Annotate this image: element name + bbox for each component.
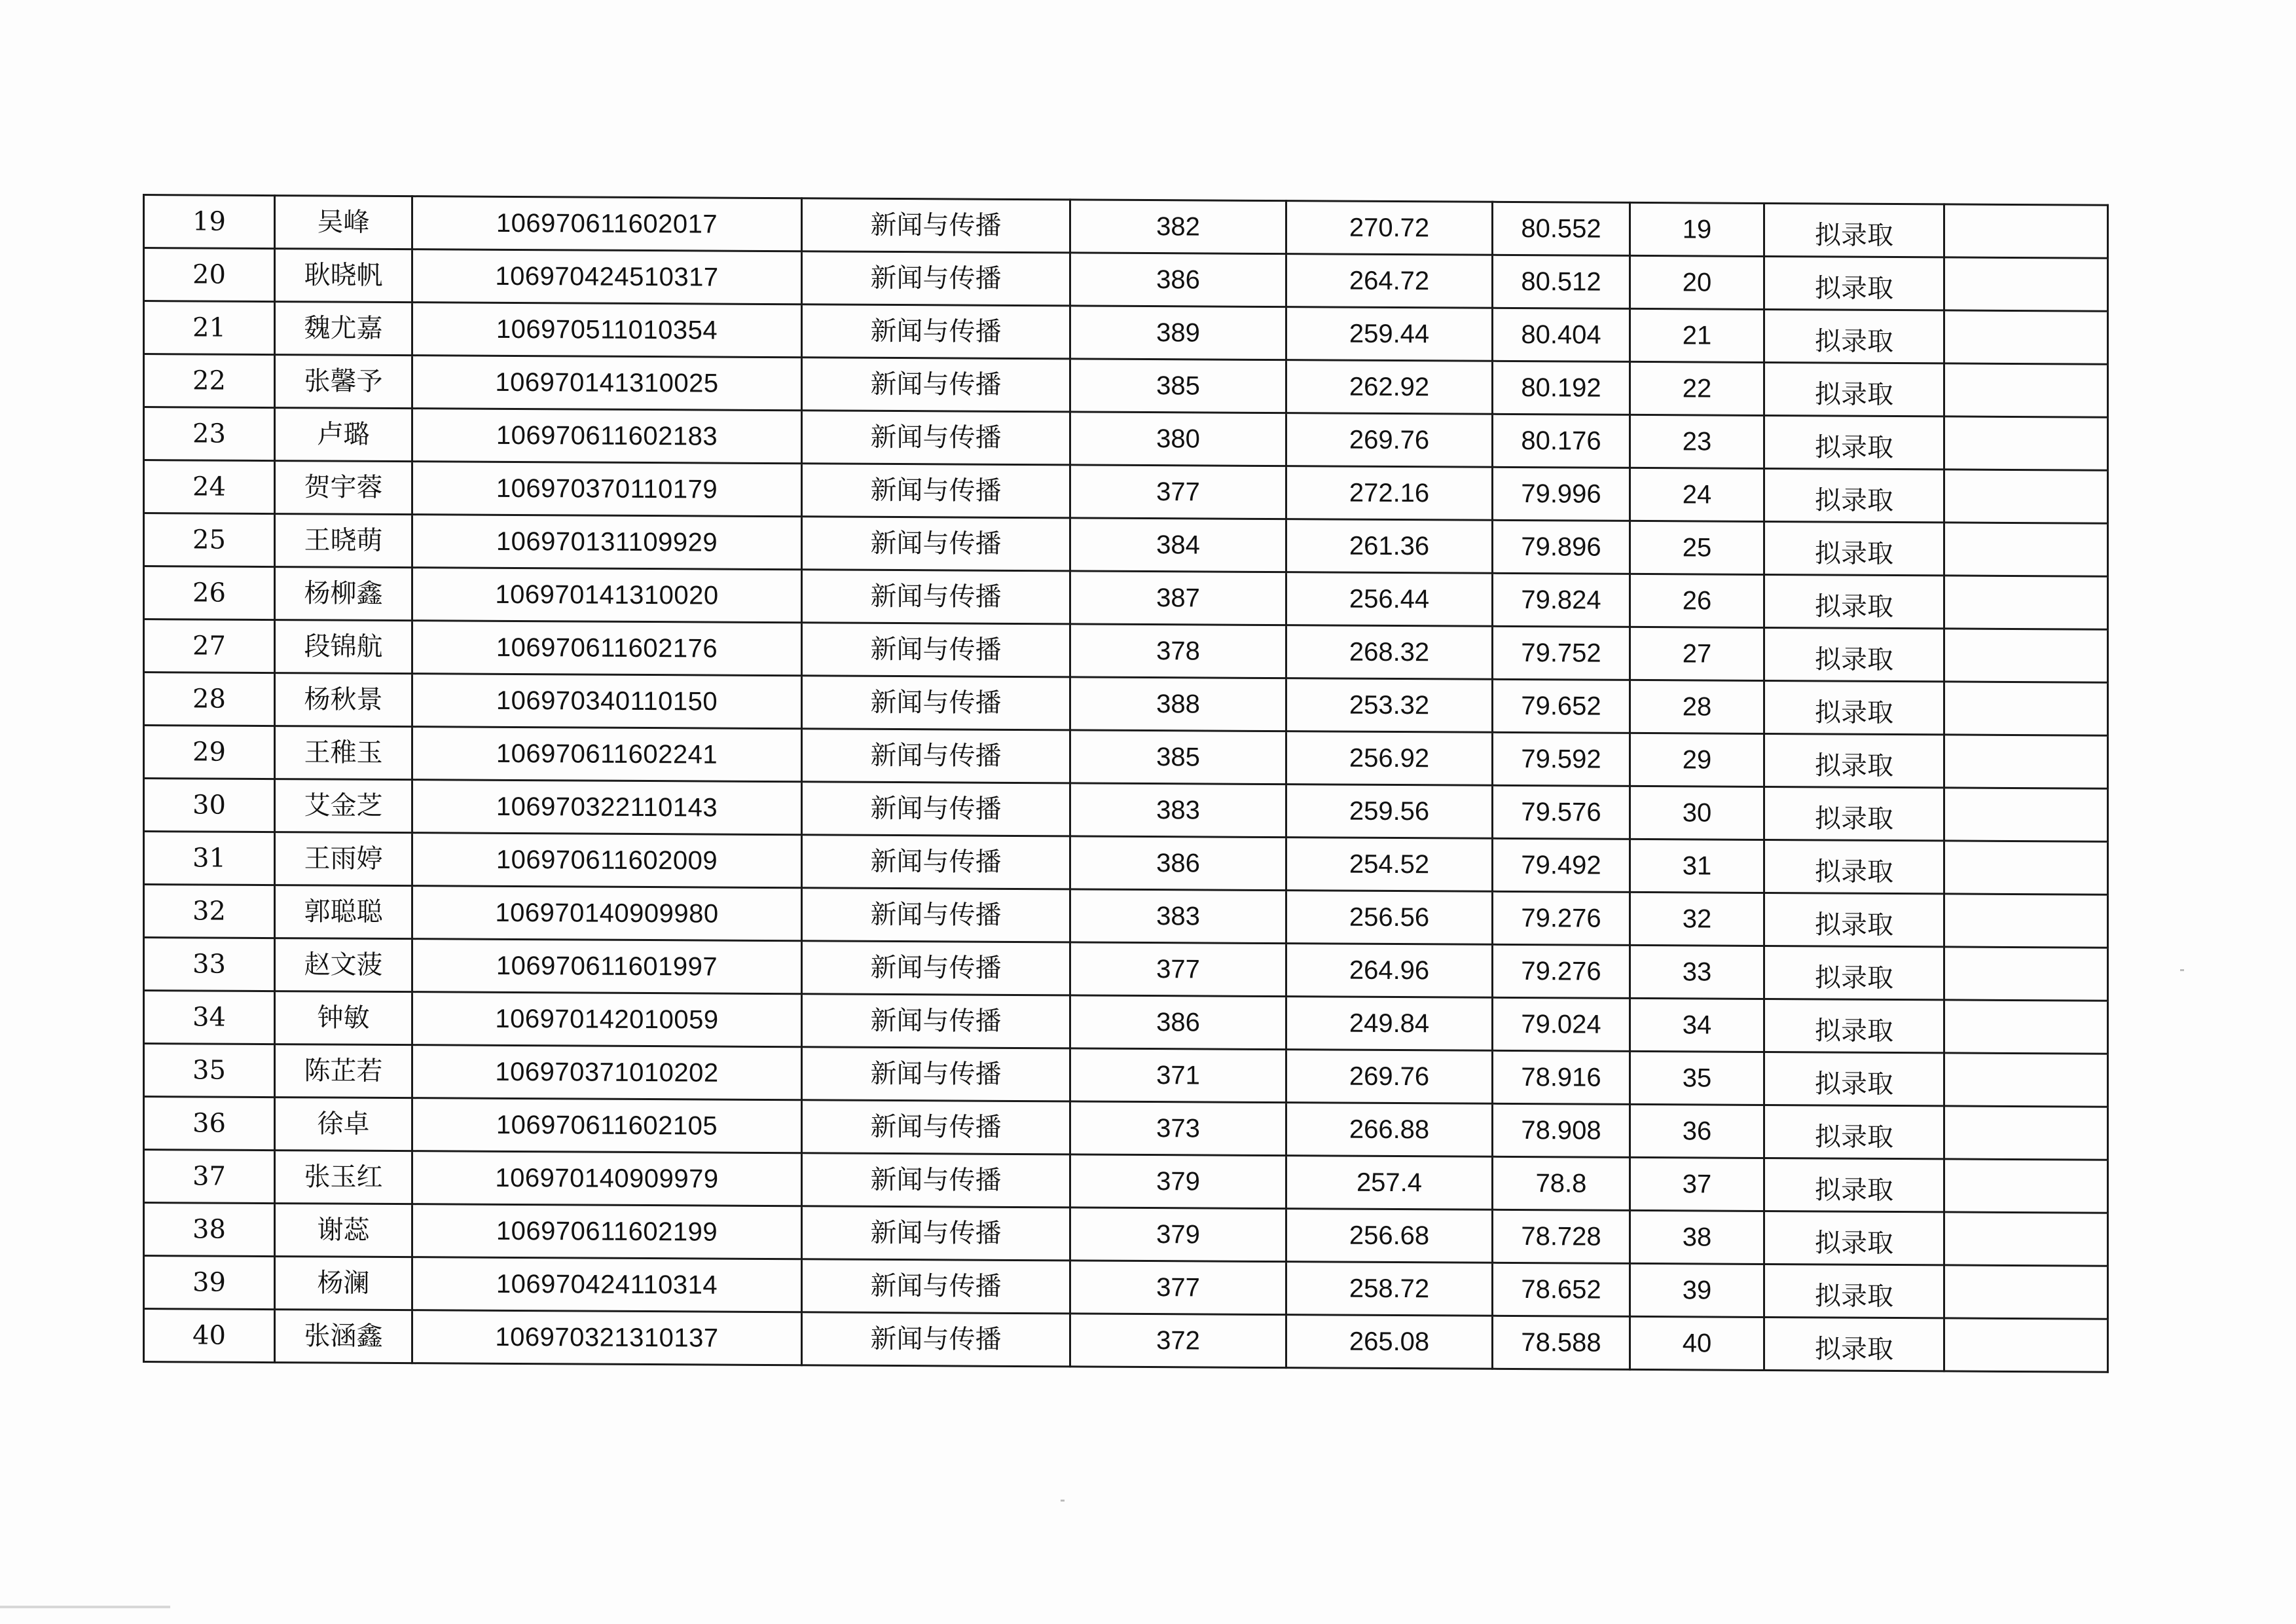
total-score: 79.752	[1493, 626, 1630, 680]
retest-score: 256.44	[1286, 572, 1493, 627]
admission-status-text: 拟录取	[1815, 963, 1893, 994]
note-cell	[1944, 470, 2108, 523]
total-score: 79.576	[1493, 785, 1630, 839]
initial-score: 385	[1070, 730, 1286, 784]
admission-status	[1764, 786, 1944, 840]
table-row	[144, 938, 2108, 1001]
total-score: 78.728	[1493, 1209, 1630, 1263]
candidate-name: 陈芷若	[275, 1044, 412, 1098]
admission-status-text: 拟录取	[1815, 1334, 1893, 1365]
retest-score: 272.16	[1286, 466, 1493, 521]
admission-status	[1764, 1052, 1944, 1105]
major-name: 新闻与传播	[802, 517, 1070, 571]
note-cell	[1944, 1159, 2108, 1213]
initial-score: 385	[1070, 359, 1286, 413]
note-cell	[1944, 523, 2108, 576]
retest-score: 256.92	[1286, 731, 1493, 786]
table-row	[144, 301, 2108, 365]
admission-status-text: 拟录取	[1815, 379, 1893, 411]
table-row	[144, 726, 2108, 789]
total-score: 78.8	[1493, 1156, 1630, 1210]
exam-id: 106970141310020	[412, 568, 802, 623]
total-score: 79.652	[1493, 679, 1630, 733]
admission-status-text: 拟录取	[1815, 1175, 1893, 1206]
admission-status-text: 拟录取	[1815, 857, 1893, 888]
exam-id: 106970424510317	[412, 249, 802, 304]
candidate-name: 王雨婷	[275, 832, 412, 886]
table-row	[144, 407, 2108, 471]
table-row	[144, 1150, 2108, 1213]
rank: 35	[1630, 1051, 1764, 1105]
major-name: 新闻与传播	[802, 782, 1070, 836]
exam-id: 106970140909979	[412, 1151, 802, 1206]
initial-score: 388	[1070, 677, 1286, 731]
retest-score: 266.88	[1286, 1103, 1493, 1157]
admission-status	[1764, 362, 1944, 416]
major-name: 新闻与传播	[802, 304, 1070, 359]
admission-status	[1764, 680, 1944, 734]
initial-score: 389	[1070, 306, 1286, 360]
admission-table-container	[143, 194, 2107, 1363]
table-row	[144, 513, 2108, 577]
row-number: 26	[144, 566, 275, 620]
retest-score: 268.32	[1286, 625, 1493, 680]
candidate-name: 张馨予	[275, 355, 412, 409]
major-name: 新闻与传播	[802, 623, 1070, 677]
scan-edge-line	[0, 1606, 170, 1608]
table-row	[144, 566, 2108, 630]
initial-score: 378	[1070, 624, 1286, 678]
table-row	[144, 619, 2108, 683]
exam-id: 106970140909980	[412, 886, 802, 941]
row-number: 30	[144, 779, 275, 832]
admission-status	[1764, 521, 1944, 575]
retest-score: 265.08	[1286, 1315, 1493, 1369]
total-score: 78.908	[1493, 1103, 1630, 1157]
retest-score: 269.76	[1286, 1050, 1493, 1104]
exam-id: 106970371010202	[412, 1045, 802, 1100]
candidate-name: 赵文菠	[275, 938, 412, 992]
candidate-name: 杨秋景	[275, 673, 412, 727]
note-cell	[1944, 947, 2108, 1001]
candidate-name: 钟敏	[275, 991, 412, 1045]
rank: 20	[1630, 255, 1764, 309]
rank: 24	[1630, 468, 1764, 521]
candidate-name: 徐卓	[275, 1098, 412, 1151]
retest-score: 264.72	[1286, 254, 1493, 308]
admission-status-text: 拟录取	[1815, 538, 1893, 570]
candidate-name: 张涵鑫	[275, 1310, 412, 1363]
admission-status	[1764, 946, 1944, 999]
row-number: 32	[144, 885, 275, 938]
note-cell	[1944, 841, 2108, 895]
total-score: 79.492	[1493, 838, 1630, 892]
rank: 38	[1630, 1210, 1764, 1264]
major-name: 新闻与传播	[802, 994, 1070, 1048]
retest-score: 257.4	[1286, 1156, 1493, 1210]
candidate-name: 耿晓帆	[275, 249, 412, 303]
admission-status	[1764, 203, 1944, 257]
admission-status	[1764, 999, 1944, 1052]
retest-score: 261.36	[1286, 519, 1493, 574]
note-cell	[1944, 735, 2108, 788]
admission-status-text: 拟录取	[1815, 591, 1893, 623]
row-number: 40	[144, 1309, 275, 1363]
candidate-name: 杨澜	[275, 1257, 412, 1310]
exam-id: 106970321310137	[412, 1310, 802, 1365]
row-number: 33	[144, 938, 275, 991]
candidate-name: 段锦航	[275, 620, 412, 674]
initial-score: 384	[1070, 518, 1286, 572]
rank: 32	[1630, 892, 1764, 946]
row-number: 28	[144, 673, 275, 726]
note-cell	[1944, 1000, 2108, 1054]
exam-id: 106970142010059	[412, 992, 802, 1047]
candidate-name: 贺宇蓉	[275, 461, 412, 515]
admission-status-text: 拟录取	[1815, 644, 1893, 676]
admission-status	[1764, 1158, 1944, 1211]
note-cell	[1944, 1265, 2108, 1319]
note-cell	[1944, 1212, 2108, 1266]
admission-status	[1764, 627, 1944, 681]
initial-score: 377	[1070, 942, 1286, 997]
exam-id: 106970511010354	[412, 303, 802, 358]
table-row	[144, 885, 2108, 948]
total-score: 80.192	[1493, 361, 1630, 415]
admission-status-text: 拟录取	[1815, 697, 1893, 729]
scan-speck	[2180, 969, 2184, 971]
exam-id: 106970611602105	[412, 1098, 802, 1153]
row-number: 37	[144, 1150, 275, 1204]
note-cell	[1944, 204, 2108, 258]
row-number: 20	[144, 248, 275, 302]
major-name: 新闻与传播	[802, 251, 1070, 306]
total-score: 78.652	[1493, 1263, 1630, 1316]
row-number: 21	[144, 301, 275, 355]
admission-status-text: 拟录取	[1815, 1016, 1893, 1047]
major-name: 新闻与传播	[802, 1259, 1070, 1314]
initial-score: 379	[1070, 1208, 1286, 1262]
rank: 31	[1630, 839, 1764, 893]
row-number: 34	[144, 991, 275, 1044]
initial-score: 377	[1070, 465, 1286, 519]
initial-score: 382	[1070, 200, 1286, 254]
total-score: 79.276	[1493, 891, 1630, 945]
major-name: 新闻与传播	[802, 941, 1070, 995]
retest-score: 254.52	[1286, 838, 1493, 892]
row-number: 31	[144, 832, 275, 885]
admission-status-text: 拟录取	[1815, 485, 1893, 517]
row-number: 22	[144, 354, 275, 408]
note-cell	[1944, 894, 2108, 948]
note-cell	[1944, 1106, 2108, 1160]
retest-score: 253.32	[1286, 678, 1493, 733]
table-row	[144, 1097, 2108, 1160]
row-number: 39	[144, 1256, 275, 1310]
table-row	[144, 460, 2108, 524]
table-row	[144, 1203, 2108, 1266]
table-row	[144, 1044, 2108, 1107]
rank: 22	[1630, 361, 1764, 415]
table-row	[144, 1256, 2108, 1320]
admission-status	[1764, 309, 1944, 363]
admission-status	[1764, 468, 1944, 522]
retest-score: 259.56	[1286, 784, 1493, 839]
note-cell	[1944, 629, 2108, 682]
admission-status-text: 拟录取	[1815, 220, 1893, 251]
admission-status-text: 拟录取	[1815, 1281, 1893, 1312]
exam-id: 106970611602241	[412, 727, 802, 782]
major-name: 新闻与传播	[802, 358, 1070, 412]
table-row	[144, 673, 2108, 736]
total-score: 80.176	[1493, 414, 1630, 468]
major-name: 新闻与传播	[802, 888, 1070, 942]
total-score: 79.276	[1493, 944, 1630, 998]
note-cell	[1944, 310, 2108, 364]
admission-status-text: 拟录取	[1815, 432, 1893, 464]
candidate-name: 卢璐	[275, 408, 412, 462]
retest-score: 262.92	[1286, 360, 1493, 415]
scan-speck	[1061, 1500, 1065, 1502]
note-cell	[1944, 416, 2108, 470]
table-row	[144, 991, 2108, 1054]
initial-score: 373	[1070, 1101, 1286, 1156]
total-score: 80.512	[1493, 255, 1630, 308]
admission-status-text: 拟录取	[1815, 1069, 1893, 1100]
admission-status	[1764, 1264, 1944, 1318]
major-name: 新闻与传播	[802, 1047, 1070, 1101]
exam-id: 106970611602009	[412, 833, 802, 888]
candidate-name: 王稚玉	[275, 726, 412, 780]
table-row	[144, 195, 2108, 259]
total-score: 78.588	[1493, 1316, 1630, 1369]
initial-score: 386	[1070, 995, 1286, 1050]
admission-status	[1764, 1211, 1944, 1264]
major-name: 新闻与传播	[802, 198, 1070, 253]
exam-id: 106970611602199	[412, 1204, 802, 1259]
rank: 21	[1630, 308, 1764, 362]
exam-id: 106970611602183	[412, 409, 802, 464]
admission-status	[1764, 1317, 1944, 1371]
initial-score: 371	[1070, 1048, 1286, 1103]
initial-score: 379	[1070, 1154, 1286, 1209]
table-row	[144, 779, 2108, 842]
candidate-name: 王晓萌	[275, 514, 412, 568]
rank: 19	[1630, 202, 1764, 256]
rank: 33	[1630, 945, 1764, 999]
table-row	[144, 354, 2108, 418]
rank: 25	[1630, 521, 1764, 574]
major-name: 新闻与传播	[802, 676, 1070, 730]
initial-score: 377	[1070, 1261, 1286, 1315]
initial-score: 383	[1070, 889, 1286, 944]
total-score: 80.404	[1493, 308, 1630, 361]
rank: 28	[1630, 680, 1764, 733]
exam-id: 106970424110314	[412, 1257, 802, 1312]
note-cell	[1944, 257, 2108, 311]
initial-score: 383	[1070, 783, 1286, 838]
table-row	[144, 248, 2108, 312]
exam-id: 106970322110143	[412, 780, 802, 835]
row-number: 27	[144, 619, 275, 673]
initial-score: 387	[1070, 571, 1286, 625]
note-cell	[1944, 788, 2108, 841]
total-score: 79.024	[1493, 997, 1630, 1051]
rank: 40	[1630, 1316, 1764, 1370]
major-name: 新闻与传播	[802, 1153, 1070, 1208]
major-name: 新闻与传播	[802, 1100, 1070, 1154]
note-cell	[1944, 576, 2108, 629]
candidate-name: 吴峰	[275, 196, 412, 249]
candidate-name: 魏尤嘉	[275, 302, 412, 356]
candidate-name: 杨柳鑫	[275, 567, 412, 621]
major-name: 新闻与传播	[802, 570, 1070, 624]
initial-score: 386	[1070, 253, 1286, 307]
candidate-name: 艾金芝	[275, 779, 412, 833]
total-score: 80.552	[1493, 202, 1630, 255]
row-number: 38	[144, 1203, 275, 1257]
rank: 37	[1630, 1157, 1764, 1211]
exam-id: 106970611602017	[412, 196, 802, 251]
row-number: 36	[144, 1097, 275, 1151]
exam-id: 106970340110150	[412, 674, 802, 729]
row-number: 24	[144, 460, 275, 514]
rank: 30	[1630, 786, 1764, 840]
major-name: 新闻与传播	[802, 835, 1070, 889]
admission-status	[1764, 415, 1944, 469]
retest-score: 259.44	[1286, 307, 1493, 361]
admission-status	[1764, 840, 1944, 893]
initial-score: 386	[1070, 836, 1286, 891]
admission-status	[1764, 1105, 1944, 1158]
note-cell	[1944, 682, 2108, 735]
total-score: 79.996	[1493, 467, 1630, 521]
row-number: 23	[144, 407, 275, 461]
note-cell	[1944, 1053, 2108, 1107]
initial-score: 380	[1070, 412, 1286, 466]
rank: 36	[1630, 1104, 1764, 1158]
admission-status-text: 拟录取	[1815, 750, 1893, 782]
row-number: 19	[144, 195, 275, 249]
initial-score: 372	[1070, 1314, 1286, 1368]
rank: 27	[1630, 627, 1764, 680]
admission-status-text: 拟录取	[1815, 273, 1893, 304]
exam-id: 106970141310025	[412, 356, 802, 411]
rank: 23	[1630, 415, 1764, 468]
rank: 29	[1630, 733, 1764, 786]
admission-status-text: 拟录取	[1815, 326, 1893, 358]
admission-status	[1764, 256, 1944, 310]
exam-id: 106970131109929	[412, 515, 802, 570]
retest-score: 269.76	[1286, 413, 1493, 468]
admission-status-text: 拟录取	[1815, 910, 1893, 941]
retest-score: 256.68	[1286, 1209, 1493, 1263]
exam-id: 106970370110179	[412, 462, 802, 517]
retest-score: 256.56	[1286, 891, 1493, 945]
exam-id: 106970611602176	[412, 621, 802, 676]
admission-table	[143, 194, 2109, 1373]
total-score: 79.824	[1493, 573, 1630, 627]
table-body	[144, 195, 2108, 1373]
candidate-name: 谢蕊	[275, 1204, 412, 1257]
admission-status	[1764, 574, 1944, 628]
rank: 39	[1630, 1263, 1764, 1317]
table-row	[144, 1309, 2108, 1373]
rank: 34	[1630, 998, 1764, 1052]
retest-score: 249.84	[1286, 997, 1493, 1051]
admission-status-text: 拟录取	[1815, 1122, 1893, 1153]
candidate-name: 张玉红	[275, 1151, 412, 1204]
admission-status-text: 拟录取	[1815, 1228, 1893, 1259]
major-name: 新闻与传播	[802, 464, 1070, 518]
row-number: 35	[144, 1044, 275, 1098]
admission-status-text: 拟录取	[1815, 803, 1893, 835]
exam-id: 106970611601997	[412, 939, 802, 994]
note-cell	[1944, 1318, 2108, 1372]
total-score: 79.592	[1493, 732, 1630, 786]
total-score: 78.916	[1493, 1050, 1630, 1104]
candidate-name: 郭聪聪	[275, 885, 412, 939]
admission-status	[1764, 893, 1944, 946]
major-name: 新闻与传播	[802, 411, 1070, 465]
note-cell	[1944, 363, 2108, 417]
major-name: 新闻与传播	[802, 1206, 1070, 1261]
retest-score: 264.96	[1286, 944, 1493, 998]
row-number: 25	[144, 513, 275, 567]
retest-score: 270.72	[1286, 201, 1493, 255]
total-score: 79.896	[1493, 520, 1630, 574]
rank: 26	[1630, 574, 1764, 627]
admission-status	[1764, 733, 1944, 787]
retest-score: 258.72	[1286, 1262, 1493, 1316]
major-name: 新闻与传播	[802, 729, 1070, 783]
table-row	[144, 832, 2108, 895]
major-name: 新闻与传播	[802, 1312, 1070, 1367]
row-number: 29	[144, 726, 275, 779]
